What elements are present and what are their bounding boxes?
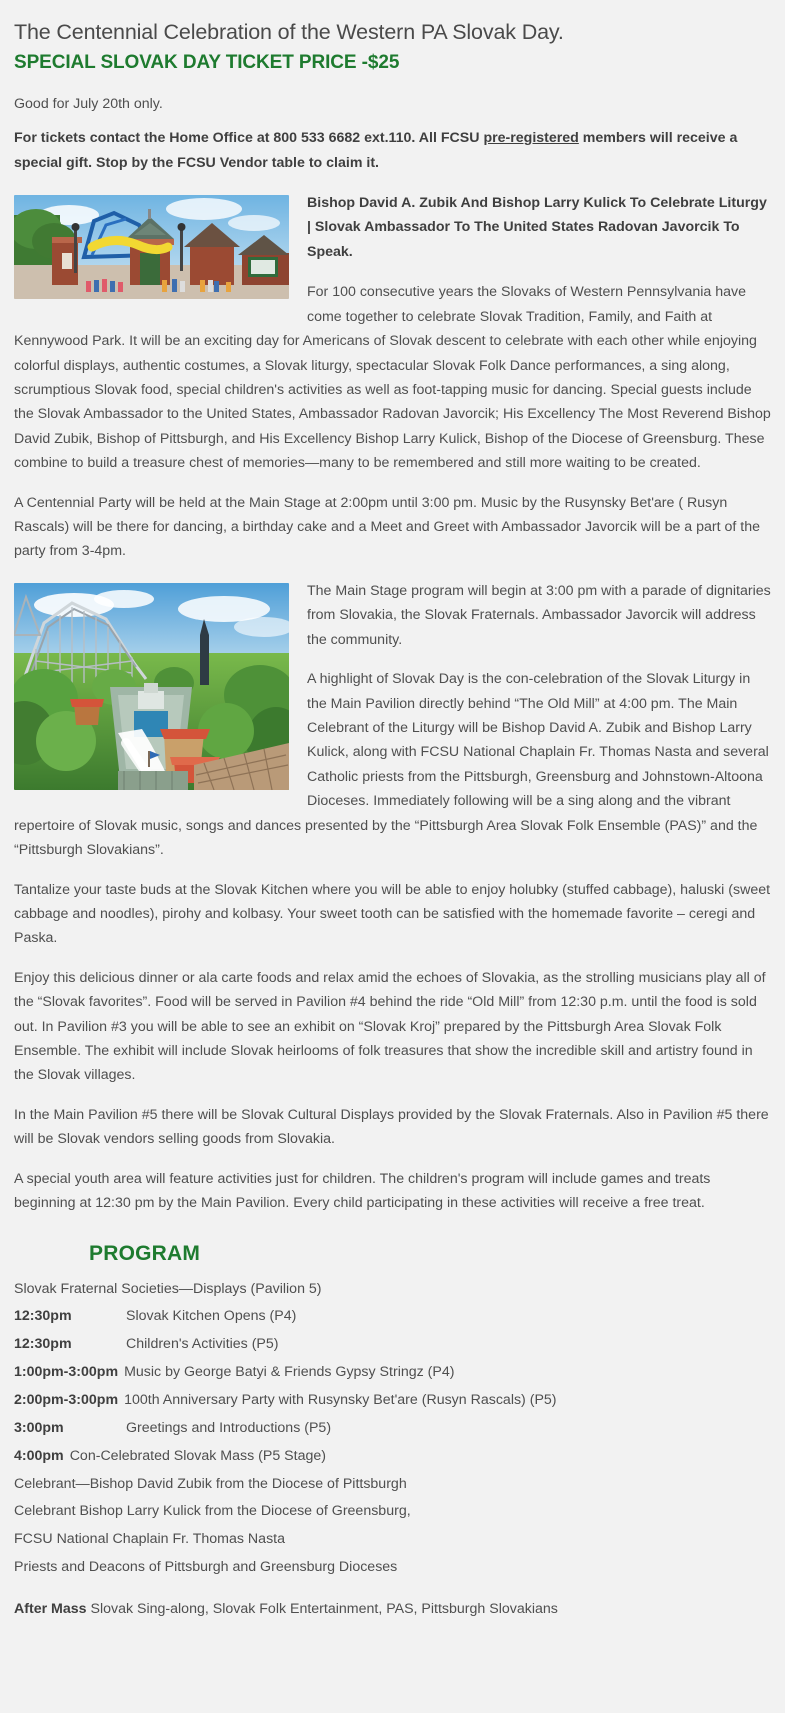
pre-registered-link[interactable]: pre-registered [483,130,579,147]
paragraph-8: A special youth area will feature activities just for children. The children's program will include games and treats beginning at 12:30 pm by the Main Pavilion. Every child participating in these activities will receive a free treat. [14,1170,711,1212]
schedule-description: Greetings and Introductions (P5) [126,1419,332,1436]
schedule-row [14,1361,771,1385]
kennywood-coaster-image [14,583,289,790]
program-note: Priests and Deacons of Pittsburgh and Greensburg Dioceses [14,1559,398,1576]
schedule-time: 4:00pm [14,1447,64,1464]
schedule-row [14,1333,771,1357]
mainstage-section [14,579,771,878]
schedule-rows-container [14,1305,771,1468]
program-intro-line: Slovak Fraternal Societies—Displays (Pavilion 5) [14,1280,322,1297]
schedule-time: 1:00pm-3:00pm [14,1364,119,1381]
program-notes-container [14,1473,771,1580]
schedule-description: 100th Anniversary Party with Rusynsky Bet'are (Rusyn Rascals) (P5) [124,1392,557,1409]
program-note: FCSU National Chaplain Fr. Thomas Nasta [14,1531,285,1548]
after-mass-line [14,1598,771,1622]
good-for-note: Good for July 20th only. [14,95,163,112]
paragraph-1: For 100 consecutive years the Slovaks of Western Pennsylvania have come together to celebrate Slovak Tradition, Family, and Faith at Kennywood Park. It will be an exciting day for Americans of Slovak descent to celebrate with each other while enjoying colorful displays, authentic costumes, a Slovak liturgy, spectacular Slovak Folk Dance performances, a sing along, scrumptious Slovak food, special children's activities as well as foot-tapping music for dancing. Special guests include the Slovak Ambassador to the United States, Ambassador Radovan Javorcik; His Excellency The Most Reverend Bishop David Zubik, Bishop of Pittsburgh, and His Excellency Bishop Larry Kulick, Bishop of the Diocese of Greensburg. These combine to build a treasure chest of memories—many to be remembered and still more waiting to be created. [14,284,771,472]
schedule-description: Children's Activities (P5) [126,1336,279,1353]
after-mass-label: After Mass [14,1601,87,1618]
schedule-time: 2:00pm-3:00pm [14,1392,119,1409]
ticket-price-heading: SPECIAL SLOVAK DAY TICKET PRICE -$25 [14,52,400,74]
program-note: Celebrant Bishop Larry Kulick from the Diocese of Greensburg, [14,1503,411,1520]
program-heading: PROGRAM [89,1241,201,1265]
kennywood-entrance-image [14,195,289,299]
schedule-row [14,1305,771,1329]
program-schedule [14,1278,771,1580]
lead-headline: Bishop David A. Zubik And Bishop Larry Kulick To Celebrate Liturgy | Slovak Ambassador To The United States Radovan Javorcik To Speak. [307,194,767,260]
schedule-row [14,1445,771,1469]
after-mass-text: Slovak Sing-along, Slovak Folk Entertainment, PAS, Pittsburgh Slovakians [86,1601,558,1618]
program-note: Celebrant—Bishop David Zubik from the Diocese of Pittsburgh [14,1475,407,1492]
schedule-row [14,1417,771,1441]
paragraph-2: A Centennial Party will be held at the Main Stage at 2:00pm until 3:00 pm. Music by the Rusynsky Bet'are ( Rusyn Rascals) will be there for dancing, a birthday cake and a Meet and Greet with Ambassador Javorcik will be a part of the party from 3-4pm. [14,494,761,560]
schedule-description: Slovak Kitchen Opens (P4) [126,1308,297,1325]
schedule-time: 3:00pm [14,1419,64,1436]
schedule-time: 12:30pm [14,1308,72,1325]
paragraph-4: A highlight of Slovak Day is the con-celebration of the Slovak Liturgy in the Main Pavilion directly behind “The Old Mill” at 4:00 pm. The Main Celebrant of the Liturgy will be Bishop David A. Zubik and Bishop Larry Kulick, along with FCSU National Chaplain Fr. Thomas Nasta and several Catholic priests from the Pittsburgh, Greensburg and Johnstown-Altoona Dioceses. Immediately following will be a sing along and the vibrant repertoire of Slovak music, songs and dances presented by the “Pittsburgh Area Slovak Folk Ensemble (PAS)” and the “Pittsburgh Slovakians”. [14,671,769,859]
ticket-contact-info [14,126,771,175]
paragraph-5: Tantalize your taste buds at the Slovak Kitchen where you will be able to enjoy holubky (stuffed cabbage), haluski (sweet cabbage and noodles), pirohy and kolbasy. Your sweet tooth can be satisfied with the homemade favorite – ceregi and Paska. [14,881,771,947]
schedule-time: 12:30pm [14,1336,72,1353]
page-title: The Centennial Celebration of the Western PA Slovak Day. [14,20,564,44]
lead-section [14,191,771,491]
paragraph-3: The Main Stage program will begin at 3:00 pm with a parade of dignitaries from Slovakia, the Slovak Fraternals. Ambassador Javorcik will address the community. [307,582,771,648]
schedule-row [14,1389,771,1413]
paragraph-6: Enjoy this delicious dinner or ala carte foods and relax amid the echoes of Slovakia, as the strolling musicians play all of the “Slovak favorites”. Food will be served in Pavilion #4 behind the ride “Old Mill” from 12:30 p.m. until the food is sold out. In Pavilion #3 you will be able to see an exhibit on “Slovak Kroj” prepared by the Pittsburgh Area Slovak Folk Ensemble. The exhibit will include Slovak heirlooms of folk treasures that show the incredible skill and artistry found in the Slovak villages. [14,969,766,1084]
paragraph-7: In the Main Pavilion #5 there will be Slovak Cultural Displays provided by the Slovak Fraternals. Also in Pavilion #5 there will be Slovak vendors selling goods from Slovakia. [14,1106,769,1148]
ticket-contact-part1: For tickets contact the Home Office at 800 533 6682 ext.110. All FCSU [14,130,484,147]
schedule-description: Music by George Batyi & Friends Gypsy Stringz (P4) [124,1364,455,1381]
ticket-contact-part2: members will receive a special gift. Stop by the FCSU Vendor table to claim it. [14,130,738,171]
schedule-description: Con-Celebrated Slovak Mass (P5 Stage) [69,1447,326,1464]
